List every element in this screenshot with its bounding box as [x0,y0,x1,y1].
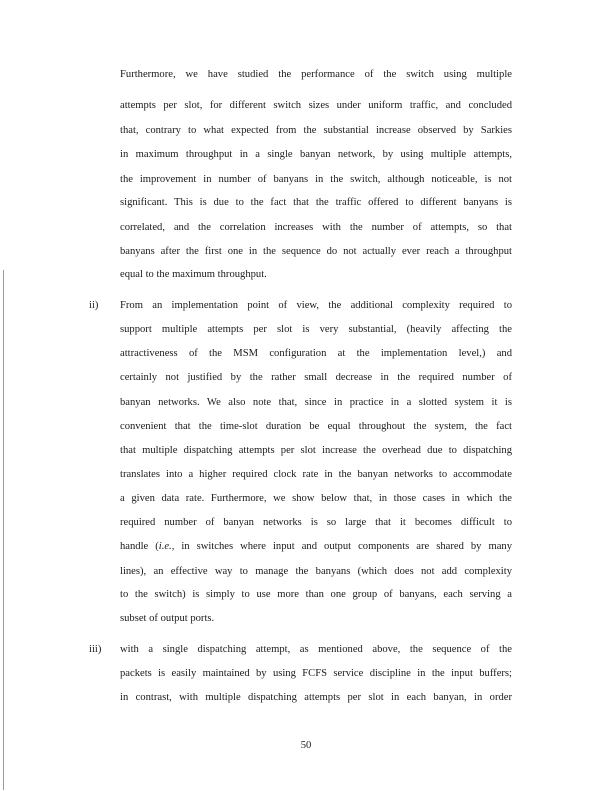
text-line [120,540,512,553]
page-number: 50 [300,740,312,751]
list-marker: ii) [89,300,99,311]
text-line: attempts per slot, for different switch sizes under uniform traffic, and concluded [120,100,512,111]
text-fragment: handle ( [120,541,159,552]
text-line: subset of output ports. [120,613,215,624]
italic-abbreviation: i.e., [158,541,175,552]
text-line: that, contrary to what expected from the substantial increase observed by Sarkies [120,125,512,136]
text-line: that multiple dispatching attempts per slot increase the overhead due to dispatching [120,445,512,456]
text-line: Furthermore, we have studied the performance of the switch using multiple [120,69,512,80]
text-line: translates into a higher required clock rate in the banyan networks to accommodate [120,469,512,480]
text-line: attractiveness of the MSM configuration at the implementation level,) and [120,348,512,359]
text-line: significant. This is due to the fact that the traffic offered to different banyans is [120,197,512,208]
text-line: a given data rate. Furthermore, we show below that, in those cases in which the [120,493,512,504]
list-marker: iii) [89,644,102,655]
text-line: From an implementation point of view, the additional complexity required to [120,300,512,311]
text-line: the improvement in number of banyans in the switch, although noticeable, is not [120,174,512,185]
text-line: certainly not justified by the rather small decrease in the required number of [120,372,512,383]
text-line: banyan networks. We also note that, since in practice in a slotted system it is [120,397,512,408]
text-line: correlated, and the correlation increases with the number of attempts, so that [120,222,512,233]
text-line: equal to the maximum throughput. [120,269,267,280]
text-line: to the switch) is simply to use more than one group of banyans, each serving a [120,589,512,600]
text-line: with a single dispatching attempt, as mentioned above, the sequence of the [120,644,512,655]
text-fragment: in switches where input and output components are shared by many [174,541,512,552]
text-line: packets is easily maintained by using FCFS service discipline in the input buffers; [120,668,512,679]
text-line: convenient that the time-slot duration be equal throughout the system, the fact [120,421,512,432]
scan-edge-line [3,270,4,790]
text-line: in contrast, with multiple dispatching attempts per slot in each banyan, in order [120,692,512,703]
text-line: required number of banyan networks is so large that it becomes difficult to [120,517,512,528]
text-line: support multiple attempts per slot is very substantial, (heavily affecting the [120,324,512,335]
text-line: banyans after the first one in the sequence do not actually ever reach a throughput [120,246,512,257]
text-line: lines), an effective way to manage the banyans (which does not add complexity [120,566,512,577]
text-line: in maximum throughput in a single banyan network, by using multiple attempts, [120,149,512,160]
